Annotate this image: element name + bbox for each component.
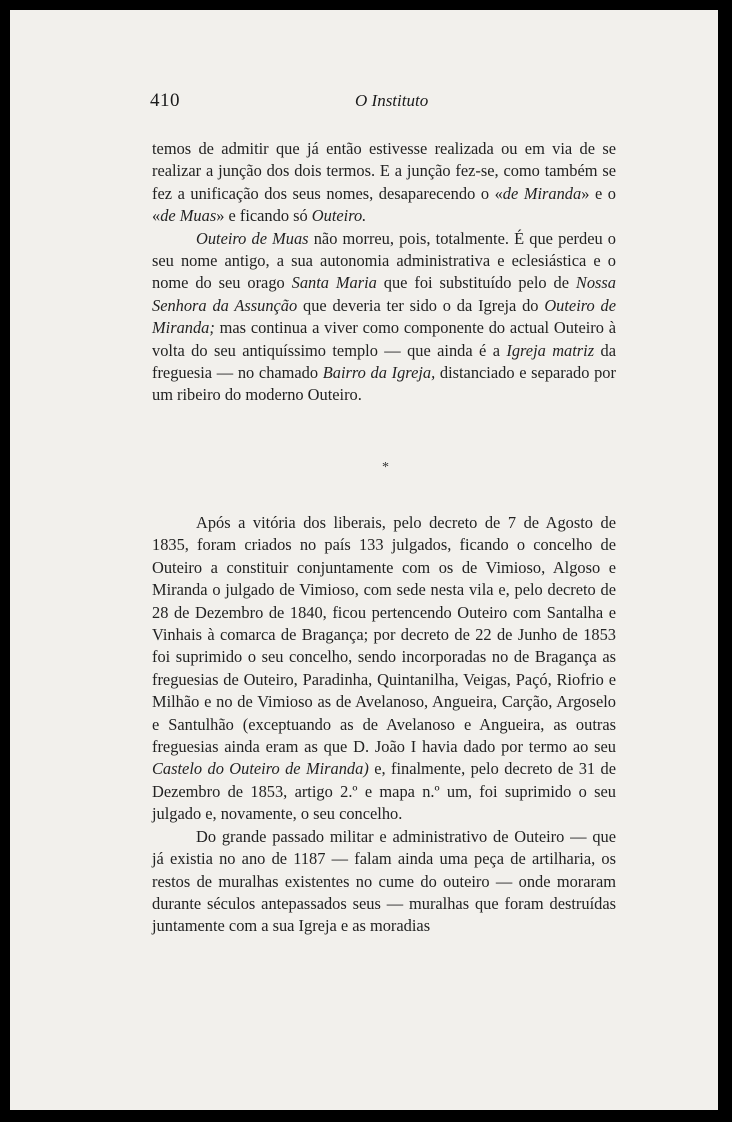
running-title: O Instituto	[355, 91, 429, 110]
text-run: Do grande passado militar e administrativo de Outeiro — que já existia no ano de 1187 — falam ainda uma peça de artilharia, os restos de muralhas existentes no cume do outeiro — onde moraram durante séculos antepassados seus — muralhas que foram destruídas juntamente com a sua Igreja e as moradias	[152, 826, 616, 936]
paragraph	[152, 138, 616, 228]
page-number: 410	[150, 90, 180, 111]
paragraph	[152, 826, 616, 938]
text-run: Após a vitória dos liberais, pelo decreto de 7 de Agosto de 1835, foram criados no país 133 julgados, ficando o concelho de Outeiro a constituir conjuntamente com os de Vimioso, Algoso e Miranda o julgado de Vimioso, com sede nesta vila e, pelo decreto de 28 de Dezembro de 1840, ficou pertencendo Outeiro com Santalha e Vinhais à comarca de Bragança; por decreto de 22 de Junho de 1853 foi suprimido o seu concelho, sendo incorporadas no de Bragança as freguesias de Outeiro, Paradinha, Quintanilha, Veigas, Paçó, Riofrio e Milhão e no de Vimioso as de Avelanoso, Angueira, Carção, Argoselo e Santulhão (exceptuando as de Avelanoso e Angueira, as outras freguesias ainda eram as que D. João I havia dado por termo ao seu	[152, 513, 616, 757]
italic-text-run: Outeiro.	[311, 206, 367, 226]
book-page	[10, 10, 718, 1110]
paragraph	[152, 512, 616, 826]
scan-edge	[718, 0, 732, 1122]
text-run: temos de admitir que já então estivesse realizada ou em via de se realizar a junção dos dois termos. E a junção fez-se, como também se fez a unificação dos seus nomes, desaparecendo o «	[152, 139, 616, 203]
text-run: mas continua a viver como componente do actual Outeiro à volta do seu antiquíssimo templo — que ainda é a	[152, 318, 616, 360]
italic-text-run: Igreja matriz	[506, 340, 595, 360]
italic-text-run: Santa Maria	[291, 273, 377, 293]
text-block-bottom	[152, 512, 616, 938]
text-block-top	[152, 138, 616, 407]
paragraph	[152, 228, 616, 407]
text-run: distanciado e separado por um ribeiro do moderno Outeiro.	[152, 363, 616, 405]
text-run: » e ficando só	[216, 206, 312, 226]
text-run: » e o «	[152, 183, 616, 226]
italic-text-run: Bairro da Igreja,	[322, 363, 436, 383]
italic-text-run: Outeiro de Miranda;	[152, 295, 616, 338]
italic-text-run: de Miranda	[502, 183, 582, 203]
italic-text-run: Castelo do Outeiro de Miranda)	[152, 759, 369, 779]
text-run: não morreu, pois, totalmente. É que perdeu o seu nome antigo, a sua autonomia administrativa e eclesiástica e o nome do seu orago	[152, 228, 617, 293]
italic-text-run: Nossa Senhora da Assunção	[152, 273, 616, 315]
italic-text-run: Outeiro de Muas	[196, 228, 309, 248]
text-run: da freguesia — no chamado	[152, 340, 616, 383]
section-separator: *	[382, 460, 389, 475]
italic-text-run: de Muas	[160, 206, 217, 226]
text-run: e, finalmente, pelo decreto de 31 de Dezembro de 1853, artigo 2.º e mapa n.º um, foi suprimido o seu julgado e, novamente, o seu concelho.	[152, 759, 616, 824]
text-run: que foi substituído pelo de	[376, 273, 576, 293]
page-header	[150, 90, 620, 118]
text-run: que deveria ter sido o da Igreja do	[297, 295, 545, 315]
